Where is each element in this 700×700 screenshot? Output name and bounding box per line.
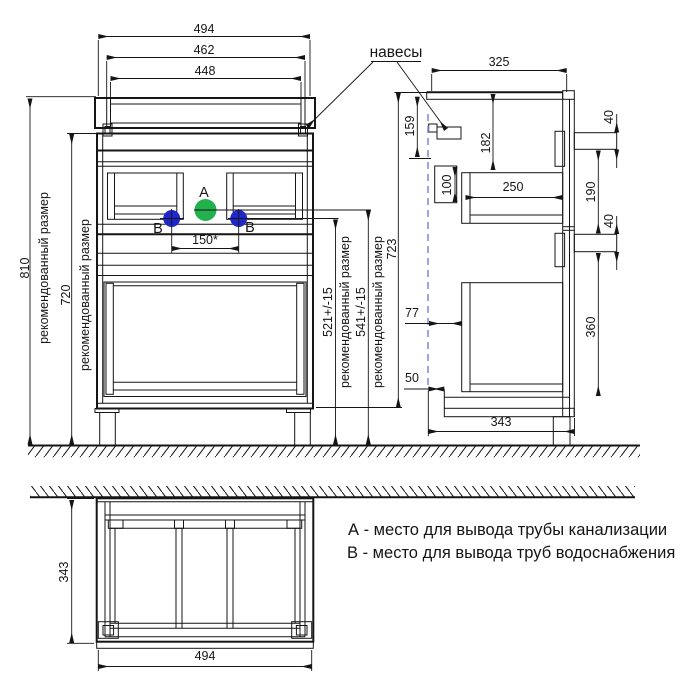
side-view [427, 91, 617, 446]
dim-drawer-section-height: 360 [584, 316, 598, 338]
handle-lower [574, 234, 616, 251]
dim-depth-bottom: 343 [490, 415, 512, 429]
front-view [95, 98, 315, 445]
dim-bottom-depth: 343 [57, 561, 71, 583]
dim-height-720: 720 [59, 284, 73, 306]
leg-plate-right [292, 622, 312, 639]
label-point-a: A [199, 185, 209, 201]
dim-handle-top: 40 [602, 110, 616, 124]
wall-hatch [30, 486, 635, 497]
side-dimensions [403, 55, 617, 436]
legend [347, 521, 675, 562]
dim-height-521: 521+/-15 [321, 287, 335, 337]
dim-width-overall: 494 [193, 22, 215, 36]
hangers-label: навесы [369, 44, 423, 61]
drawer-box-lower [462, 283, 563, 392]
side-hanger-hook [429, 124, 437, 132]
dim-height-810: 810 [18, 257, 32, 279]
dim-width-inner: 448 [194, 64, 216, 78]
note-recommended-3: рекомендованный размер [338, 236, 352, 388]
outlet-points [163, 199, 247, 227]
ground-line [28, 446, 640, 458]
dim-hanger-zone: 100 [440, 174, 454, 196]
leg-plate-left [98, 622, 118, 639]
note-recommended-4: рекомендованный размер [371, 236, 385, 388]
dim-plinth-recess: 50 [405, 371, 419, 385]
label-point-b-right: B [245, 220, 255, 236]
front-dimensions [18, 22, 427, 445]
leg-right [295, 413, 311, 446]
dim-hanger-offset: 159 [403, 115, 417, 137]
dim-handles-gap: 190 [584, 181, 598, 203]
dim-height-723: 723 [385, 238, 399, 260]
dim-outlet-spacing: 150* [192, 233, 218, 247]
dim-bottom-width: 494 [194, 649, 216, 663]
dim-top-clearance: 182 [479, 132, 493, 154]
hangers-callout [308, 44, 447, 130]
dim-width-frame: 462 [193, 43, 215, 57]
dim-height-541: 541+/-15 [354, 287, 368, 337]
legend-line-a: А - место для вывода трубы канализации [348, 521, 668, 539]
label-point-b-left: B [153, 221, 163, 237]
cabinet-body [97, 134, 313, 409]
ground-hatch [28, 446, 640, 457]
lower-drawer-recess [104, 282, 306, 397]
handle-upper [574, 133, 616, 150]
legend-line-b: В - место для вывода труб водоснабжения [347, 544, 676, 562]
bottom-view [30, 486, 635, 671]
side-hanger-body [437, 127, 461, 139]
dim-handle-bottom: 40 [602, 214, 616, 228]
note-recommended-1: рекомендованный размер [37, 192, 51, 344]
note-recommended-2: рекомендованный размер [78, 219, 92, 371]
dim-depth-top: 325 [488, 55, 510, 69]
side-top-panel [427, 92, 563, 99]
dim-wall-clearance: 77 [405, 306, 419, 320]
dim-drawer-depth: 250 [502, 180, 524, 194]
leg-left [100, 413, 116, 446]
